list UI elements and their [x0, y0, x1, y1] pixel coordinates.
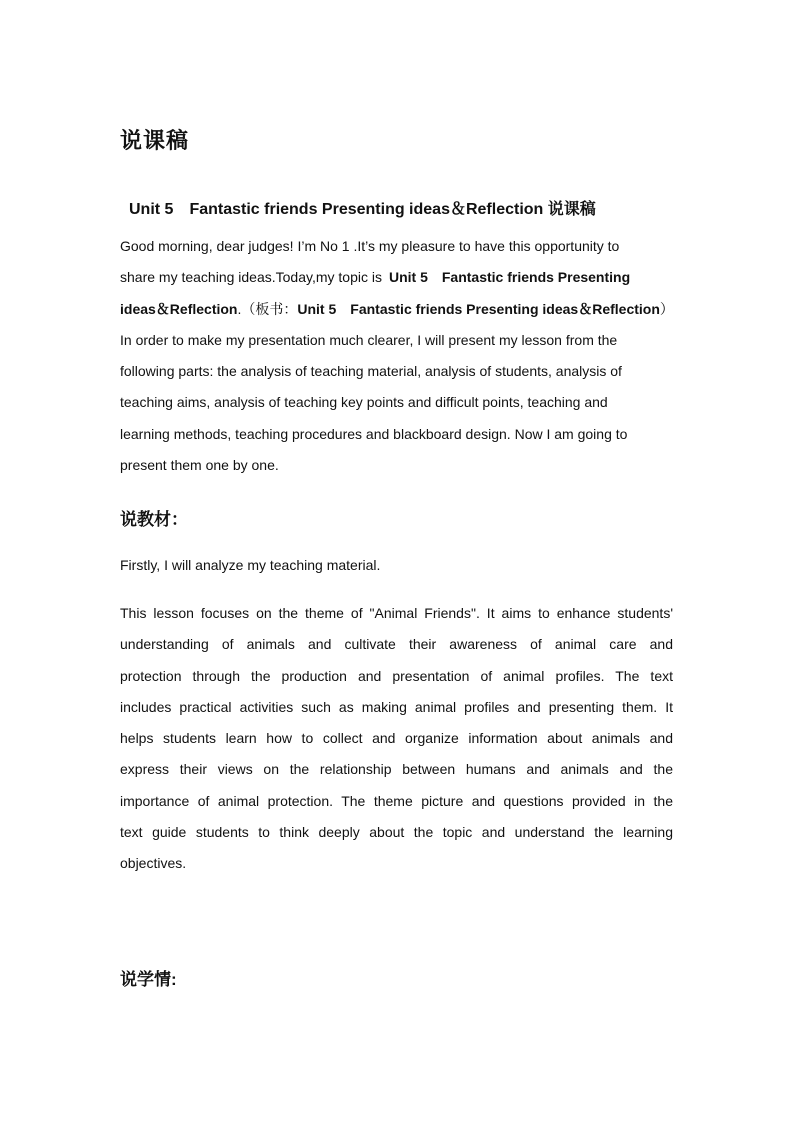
- intro-line-8: present them one by one.: [120, 457, 279, 474]
- material-paragraph: [120, 598, 673, 880]
- material-line: understanding of animals and cultivate their awareness of animal care and: [120, 636, 673, 653]
- intro-topic-bold: Unit 5 Fantastic friends Presenting: [388, 269, 631, 286]
- material-line: objectives.: [120, 855, 187, 872]
- document-title: 说课稿: [120, 128, 190, 153]
- intro-line-7: learning methods, teaching procedures and blackboard design. Now I am going to: [120, 425, 628, 442]
- section-heading-students: 说学情:: [120, 970, 177, 989]
- section-heading-material: 说教材：: [120, 510, 188, 529]
- intro-paragraph: [120, 231, 680, 481]
- material-line: express their views on the relationship between humans and animals and the: [120, 761, 673, 778]
- intro-line-4: In order to make my presentation much clearer, I will present my lesson from the: [120, 331, 618, 348]
- material-line: protection through the production and presentation of animal profiles. The text: [120, 667, 673, 684]
- material-intro-sentence: Firstly, I will analyze my teaching material.: [120, 557, 381, 573]
- lesson-subtitle: Unit 5 Fantastic friends Presenting ideas＆Reflection 说课稿: [129, 201, 596, 218]
- blackboard-note-close: ）: [659, 300, 674, 317]
- intro-line-1: Good morning, dear judges! I’m No 1 .It’s my pleasure to have this opportunity to: [120, 238, 620, 254]
- intro-line-2: [120, 262, 680, 293]
- intro-line-6: teaching aims, analysis of teaching key points and difficult points, teaching and: [120, 394, 608, 411]
- material-line: text guide students to think deeply about the topic and understand the learning: [120, 824, 673, 841]
- material-line: This lesson focuses on the theme of "Animal Friends". It aims to enhance students': [120, 605, 673, 621]
- blackboard-note-open: .（板书：: [237, 300, 298, 317]
- material-line: helps students learn how to collect and organize information about animals and: [120, 730, 673, 747]
- material-line: importance of animal protection. The theme picture and questions provided in the: [120, 792, 673, 809]
- intro-line-5: following parts: the analysis of teaching material, analysis of students, analysis of: [120, 363, 622, 380]
- intro-line-2-text: share my teaching ideas.Today,my topic is: [120, 269, 389, 286]
- material-line: includes practical activities such as making animal profiles and presenting them. It: [120, 698, 673, 715]
- blackboard-note-topic: Unit 5 Fantastic friends Presenting ideas＆Reflection: [297, 300, 660, 317]
- intro-line-3: [120, 294, 680, 325]
- intro-topic-bold-cont: ideas＆Reflection: [120, 300, 238, 317]
